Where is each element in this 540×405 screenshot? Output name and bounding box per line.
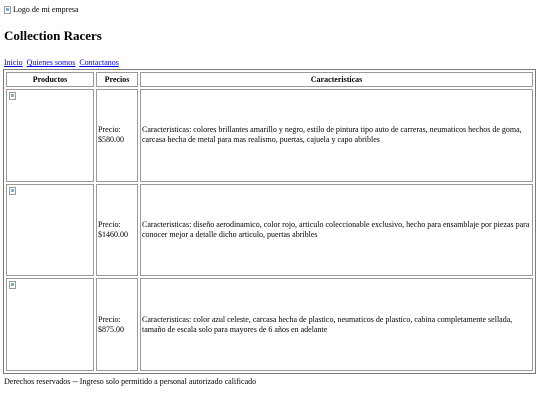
product-description: Caracteristicas: colores brillantes amarillo y negro, estilo de pintura tipo auto de carreras, neumaticos hechos de goma, carcasa hecha de metal para mas realismo, puertas, cajuela y capo abribles [140,89,533,182]
product-description: Caracteristicas: diseño aerodinamico, color rojo, articulo coleccionable exclusivo, hecho para ensamblaje por piezas para conocer mejor a detalle dicho articulo, puertas abribles [140,184,533,277]
product-image-cell [6,89,94,182]
nav-link-quienes-somos[interactable]: Quienes somos [26,58,76,67]
product-price: Precio: $580.00 [96,89,138,182]
table-row [6,278,533,371]
products-table [4,70,535,373]
header-caracteristicas: Caracteristicas [140,72,533,87]
header-productos: Productos [6,72,94,87]
company-logo [4,5,79,15]
broken-image-icon [4,6,11,14]
table-header-row [6,72,533,87]
product-price: Precio: $875.00 [96,278,138,371]
product-price: Precio: $1460.00 [96,184,138,277]
nav-link-contactanos[interactable]: Contactanos [79,58,119,67]
broken-image-icon [9,281,16,289]
page-title: Collection Racers [4,28,102,43]
footer-text: Derechos reservados -- Ingreso solo permitido a personal autorizado calificado [4,377,257,386]
header-precios: Precios [96,72,138,87]
table-row [6,89,533,182]
product-description: Caracteristicas: color azul celeste, carcasa hecha de plastico, neumaticos de plastico, cabina completamente sellada, tamaño de escala solo para mayores de 6 años en adelante [140,278,533,371]
product-image-cell [6,278,94,371]
products-table-container [3,69,536,374]
broken-image-icon [9,187,16,195]
nav-link-inicio[interactable]: Inicio [4,58,23,67]
table-row [6,184,533,277]
broken-image-icon [9,92,16,100]
product-image-cell [6,184,94,277]
nav-bar [4,58,121,68]
logo-alt-text: Logo de mi empresa [13,5,79,14]
